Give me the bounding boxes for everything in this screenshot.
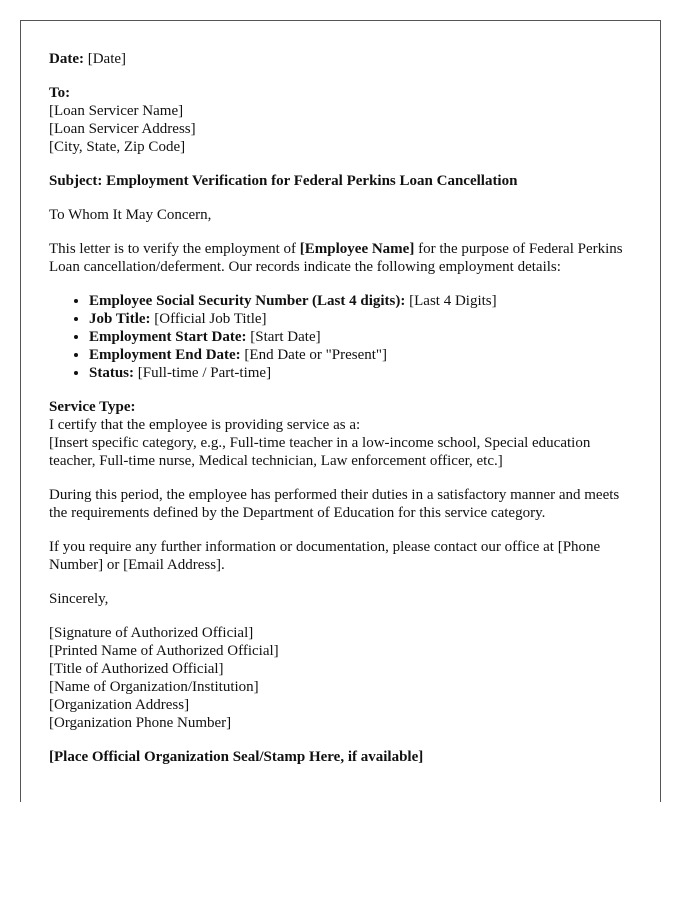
printed-name-line: [Printed Name of Authorized Official] bbox=[49, 643, 279, 659]
list-item bbox=[89, 328, 632, 346]
date-label: Date: bbox=[49, 51, 84, 67]
to-label: To: bbox=[49, 85, 71, 101]
subject-text: Subject: Employment Verification for Federal Perkins Loan Cancellation bbox=[49, 173, 518, 189]
intro-paragraph bbox=[49, 240, 632, 276]
subject-line bbox=[49, 172, 632, 190]
performance-paragraph: During this period, the employee has performed their duties in a satisfactory manner and meets the requirements defined by the Department of Education for this service category. bbox=[49, 487, 620, 521]
service-category: [Insert specific category, e.g., Full-time teacher in a low-income school, Special education teacher, Full-time nurse, Medical technician, Law enforcement officer, etc.] bbox=[49, 435, 591, 469]
list-item bbox=[89, 310, 632, 328]
title-line: [Title of Authorized Official] bbox=[49, 661, 224, 677]
detail-label: Employment Start Date: bbox=[89, 329, 247, 345]
intro-before: This letter is to verify the employment of bbox=[49, 241, 300, 257]
organization-name-line: [Name of Organization/Institution] bbox=[49, 679, 259, 695]
contact-paragraph: If you require any further information or documentation, please contact our office at [Phone Number] or [Email Address]. bbox=[49, 539, 601, 573]
salutation: To Whom It May Concern, bbox=[49, 207, 212, 223]
service-type-label: Service Type: bbox=[49, 399, 136, 415]
organization-phone-line: [Organization Phone Number] bbox=[49, 715, 232, 731]
detail-value: [End Date or "Present"] bbox=[244, 347, 388, 363]
service-type-block bbox=[49, 398, 632, 470]
detail-label: Job Title: bbox=[89, 311, 151, 327]
service-certify: I certify that the employee is providing service as a: bbox=[49, 417, 361, 433]
employment-details-list bbox=[49, 292, 632, 382]
detail-value: [Start Date] bbox=[250, 329, 321, 345]
detail-label: Employee Social Security Number (Last 4 digits): bbox=[89, 293, 406, 309]
date-line bbox=[49, 50, 632, 68]
detail-value: [Official Job Title] bbox=[154, 311, 267, 327]
list-item bbox=[89, 364, 632, 382]
seal-placeholder: [Place Official Organization Seal/Stamp Here, if available] bbox=[49, 749, 424, 765]
list-item bbox=[89, 346, 632, 364]
recipient-city: [City, State, Zip Code] bbox=[49, 139, 186, 155]
employee-name: [Employee Name] bbox=[299, 241, 415, 257]
detail-label: Status: bbox=[89, 365, 135, 381]
organization-address-line: [Organization Address] bbox=[49, 697, 190, 713]
date-value: [Date] bbox=[87, 51, 127, 67]
detail-value: [Last 4 Digits] bbox=[409, 293, 497, 309]
recipient-name: [Loan Servicer Name] bbox=[49, 103, 184, 119]
detail-value: [Full-time / Part-time] bbox=[137, 365, 272, 381]
detail-label: Employment End Date: bbox=[89, 347, 241, 363]
list-item bbox=[89, 292, 632, 310]
signature-line: [Signature of Authorized Official] bbox=[49, 625, 254, 641]
intro-after: for the purpose of Federal Perkins Loan cancellation/deferment. Our records indicate the following employment details: bbox=[49, 241, 623, 275]
letter-page bbox=[20, 20, 661, 802]
recipient-block bbox=[49, 84, 632, 156]
recipient-address: [Loan Servicer Address] bbox=[49, 121, 196, 137]
closing: Sincerely, bbox=[49, 591, 109, 607]
signature-block bbox=[49, 624, 632, 732]
